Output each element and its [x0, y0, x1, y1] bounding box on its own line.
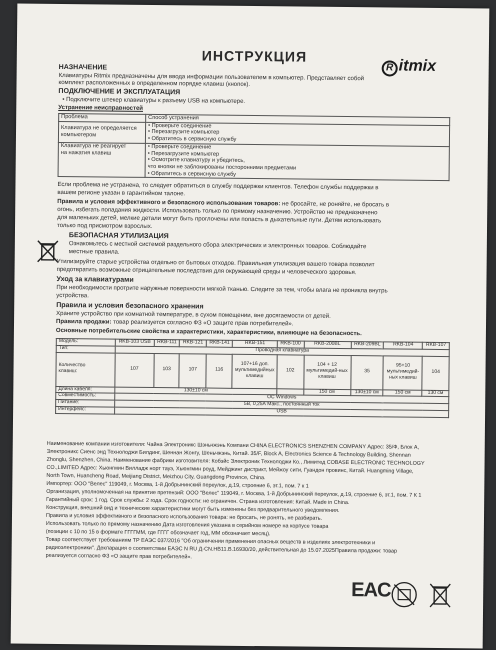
disposal-line-3: Утилизируйте старые устройства отдельно от бытовых отходов. Правильная утилизация вашего товара позволит	[56, 258, 375, 269]
fix-item: • Проверьте соединение	[147, 143, 212, 151]
keys-cell: 35	[350, 355, 383, 389]
safety-line-4: только под присмотром взрослых.	[57, 222, 153, 230]
model-cell: RKB-111	[154, 339, 180, 346]
sale-text: товар реализуется согласно ФЗ «О защите прав потребителей».	[111, 319, 294, 328]
care-line-2: устройства.	[56, 292, 89, 300]
safety-heading: Правила и условия эффективного и безопасного использования товаров:	[57, 198, 281, 208]
spec-label-line: Количество	[58, 362, 86, 369]
spec-value: 130±10 см	[350, 389, 383, 396]
footer-line: Электроникс Сиенс энд Технолоджи Билдинг, Шеннан Жонгу, Шеньчжэнь, Китай. 35/F, Block A, Electronics Science & Technology Building, Shennan	[46, 448, 411, 459]
problem-text: Клавиатура не определяется	[61, 125, 137, 132]
storage-heading: Правила и условия безопасного хранения	[56, 301, 204, 311]
model-cell: RKB-141	[206, 340, 233, 347]
spec-value: 130 см	[422, 390, 449, 397]
fix-cell	[145, 122, 449, 146]
problem-cell	[58, 121, 145, 143]
storage-line-1: Храните устройство при комнатной температуре, в сухом помещении, вне досягаемости от детей.	[56, 310, 331, 320]
keys-cell: 104	[422, 356, 449, 390]
footer-line: Импортер: ООО "Велес" 119049, г. Москва, 1-й Добрынинский переулок, д.19, строение 6, эт.1, пом. 7 к 1	[46, 480, 309, 490]
fix-item: • Перезагрузите компьютер	[147, 150, 220, 158]
disposal-line-2: местные правила.	[68, 249, 120, 256]
problem-text: компьютером	[60, 131, 97, 139]
keys-cell: 95+10 мультимедий-ных клавиш	[383, 355, 422, 389]
spec-label: Питание:	[56, 399, 115, 406]
spec-value: ОС Windows	[115, 393, 449, 403]
footer-line: Использовать только по прямому назначению Дата изготовления указана в серийном номере на корпусе товара	[45, 520, 329, 530]
page-title: ИНСТРУКЦИЯ	[201, 47, 308, 65]
troubleshooting-heading: Устранение неисправностей	[58, 104, 144, 112]
disposal-heading: БЕЗОПАСНАЯ УТИЛИЗАЦИЯ	[68, 232, 169, 241]
fix-item: • Проверьте соединение	[148, 122, 212, 130]
fix-item: • Обратитесь в сервисную службу	[147, 170, 237, 178]
model-cell: RKB-100	[277, 341, 304, 348]
table-row	[56, 352, 449, 390]
problem-text: на нажатия клавиш	[60, 149, 112, 157]
keys-cell: 107+16 доп. мультимедийных клавиш	[232, 354, 277, 388]
footer-line: North Town, Huancheng Road, Meijiang District, Meizhou City, Guangdong Province, China.	[46, 472, 266, 482]
keys-cell: 102	[277, 354, 304, 388]
keys-cell: 103	[154, 353, 180, 387]
instruction-sheet	[11, 4, 490, 649]
crossed-bin-mark-icon	[425, 580, 455, 610]
specs-table	[55, 338, 450, 418]
model-cell: RKB-151	[233, 340, 278, 347]
spec-value: 150 см	[383, 389, 422, 396]
spec-label: Тип:	[56, 345, 115, 352]
safety-head-tail: не бросайте, не роняйте, не бросать в	[280, 201, 390, 209]
footer-line: Zhonglu, Shenzhen, China. Наименование фабрики изготовителя: Кобэйс Электроник Технолоджи Ко., Лимитед COBASE ELECTRONIC TECHNOLOGY	[46, 456, 425, 467]
footer-line: Организация, уполномоченная на принятие претензий: ООО "Велес" 119049, г. Москва, 1-й Добрынинский переулок, д.19, строение 6, эт.1, пом. 7 К 1	[46, 488, 422, 499]
brand-logo-text: itmix	[398, 57, 437, 75]
spec-label	[56, 352, 115, 387]
eac-mark: EAC	[351, 579, 391, 602]
spec-value: USB	[115, 407, 449, 417]
fix-item: • Перезагрузите компьютер	[147, 129, 220, 137]
connect-line-1: • Подключите штекер клавиатуры к разъему USB на компьютере.	[62, 97, 246, 105]
safety-line-2: огонь, избегать попадания жидкости. Использовать только по прямому назначению. Устройство не предназначено	[57, 206, 378, 217]
keys-cell: 107	[179, 353, 206, 387]
safety-line-3: для маленьких детей, мелкие детали могут быть проглочены или попасть в дыхательные пути. Детям использовать	[57, 214, 382, 225]
purpose-line-2: комплект расположенных в определенном порядке клавиш (кнопок).	[58, 79, 251, 88]
table-row	[58, 142, 449, 181]
sale-line	[56, 319, 293, 328]
brand-logo-mark: R	[382, 60, 398, 76]
disposal-line-4: предотвратить возможные отрицательные последствия для окружающей среды и человеческого здоровья.	[56, 266, 357, 277]
purpose-line-1: Клавиатуры Ritmix предназначены для ввода информации пользователем в компьютер. Представляет собой	[58, 72, 365, 83]
model-cell: RKB-200BL	[304, 341, 351, 348]
model-cell: RKB-107	[423, 342, 450, 349]
brand-logo	[382, 57, 437, 77]
footer-line: Наименование компании изготовителя: Чайна Электроникс Шэньчжэнь Компани CHINA ELECTRONICS SHENZHEN COMPANY Адрес: 35/Ф, Блок А,	[46, 440, 420, 451]
spec-value: 150 см	[303, 389, 350, 396]
footer-line: Правила и условия эффективного и безопасного использования товара: не бросать, не ронять, не разбирать.	[45, 512, 323, 522]
model-cell: RKB-104	[384, 342, 423, 349]
keys-cell: 116	[206, 354, 233, 388]
keys-cell: 104 + 12 мультимедий-ных клавиш	[303, 355, 350, 389]
after-table-line-1: Если проблема не устранена, то следует обратиться в службу поддержки клиентов. Телефон службы поддержки в	[57, 181, 379, 192]
spec-label: Совместимость:	[56, 393, 115, 400]
model-cell: RKB-103 USB	[115, 339, 154, 346]
fix-item: • Обратитесь в сервисную службу	[147, 136, 237, 143]
fix-item: что кнопки не заблокированы посторонними предметами	[147, 163, 297, 172]
footer-line: радиоэлектроники". Декларация о соответствии ЕАЭС N RU Д-CN.НВ11.В.16930/20, действительная до 15.07.2025Правила продажи: товар	[45, 544, 398, 555]
footer-line: Гарантийный срок: 1 год. Срок службы: 2 года. Срок годности: не ограничен. Страна изготовления: Китай. Made in China.	[46, 496, 350, 507]
specs-heading: Основные потребительские свойства и характеристики, характеристики, влияющие на безопасность.	[55, 327, 362, 338]
keys-cell: 107	[115, 353, 154, 387]
fix-item: • Осмотрите клавиатуру и убедитесь,	[147, 157, 245, 165]
footer-line: CO.,LIMITED Адрес: Хьюнгмин Вилладж норт тауэ, Хьюнгмин роуд, Мейджинг дистрикт, Мейжоу сити, Гуандон провинс, Китай. Huangming Village,	[46, 464, 414, 475]
problem-text: Клавиатура не реагирует	[60, 142, 127, 150]
after-table-line-2: вашем регионе указан в гарантийном талоне.	[57, 189, 186, 198]
model-cell: RKB-209BL	[351, 342, 384, 349]
footer-line: (позиции с 10 по 15 в формате ГГГГММ, где ГГГГ обозначает год, ММ обозначает месяц).	[45, 528, 271, 538]
troubleshooting-table	[58, 113, 451, 181]
problem-cell	[58, 142, 145, 177]
care-line-1: При необходимости протрите наружные поверхности мягкой тканью. Следите за тем, чтобы влага не проникла внутрь	[56, 284, 388, 295]
disposal-line-1: Ознакомьтесь с местной системой раздельного сбора электрических и электронных товаров. Соблюдайте	[68, 241, 367, 251]
footer-line: Товар соответствует требованиям ТР ЕАЭС 037/2016 "Об ограничении применения опасных веществ в изделиях электротехники и	[45, 536, 376, 547]
spec-value: 130±10 см	[115, 387, 277, 395]
spec-value: 5В, 0,25А Макс., постоянный ток	[115, 400, 449, 410]
spec-label-line: клавиш:	[58, 367, 78, 375]
spec-label: Модель:	[56, 338, 115, 345]
footer-line: реализуется согласно ФЗ «О защите прав потребителей».	[45, 552, 192, 561]
table-header-cell: Проблема	[59, 113, 146, 122]
no-tableware-mark-icon	[389, 579, 419, 609]
sale-label: Правила продажи:	[56, 318, 112, 326]
spec-label: Длина кабеля:	[56, 386, 115, 393]
care-heading: Уход за клавиатурами	[56, 275, 134, 284]
spec-value: Проводная клавиатура	[115, 346, 449, 356]
purpose-heading: НАЗНАЧЕНИЕ	[58, 63, 108, 72]
footer-line: Конструкция, внешний вид и технические характеристики могут быть изменены без предварительного уведомления.	[46, 504, 340, 514]
model-cell: RKB-121	[180, 340, 207, 347]
connect-heading: ПОДКЛЮЧЕНИЕ И ЭКСПЛУАТАЦИЯ	[58, 87, 181, 97]
fix-cell	[145, 143, 449, 181]
table-header-cell: Способ устранения	[146, 114, 450, 125]
spec-label: Интерфейс:	[56, 406, 115, 413]
